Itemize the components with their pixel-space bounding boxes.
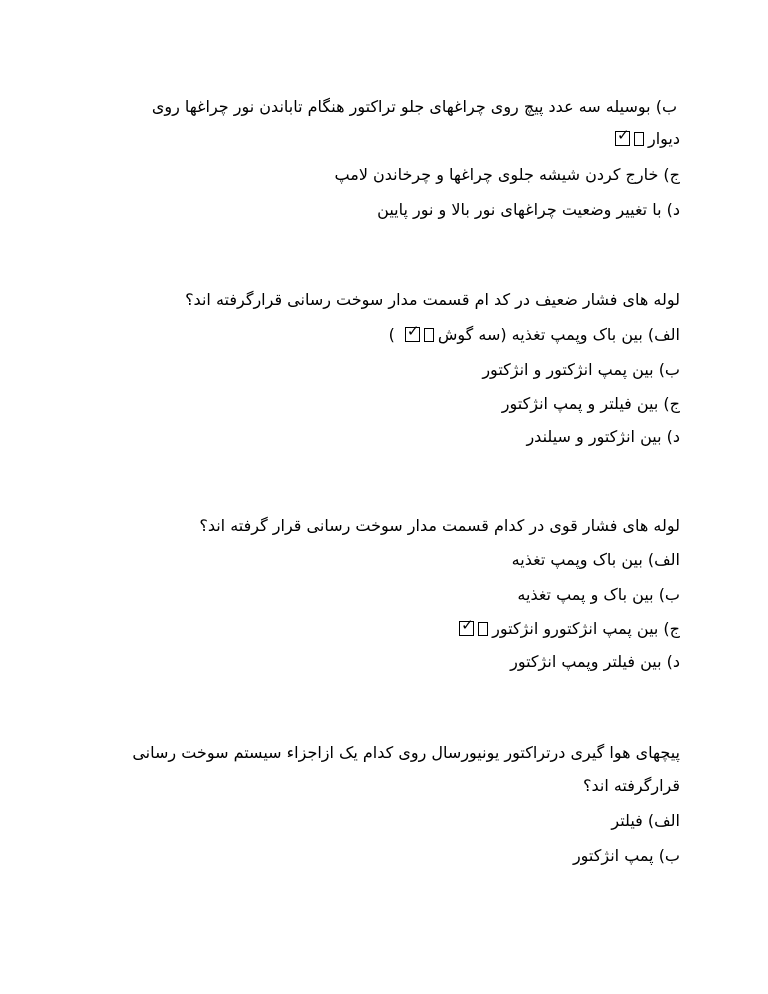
q3-option-d: د) بین فیلتر وپمپ انژکتور — [510, 652, 680, 671]
q4-option-b: ب) پمپ انژکتور — [572, 846, 680, 865]
checkmark-icon: ✓ — [616, 126, 630, 144]
q3-option-b: ب) بین باک و پمپ تغذیه — [517, 585, 680, 604]
q2-option-a-paren: ) — [388, 325, 395, 344]
checked-box-icon — [405, 322, 420, 342]
q2-option-b: ب) بین پمپ انژکتور و انژکتور — [482, 360, 680, 379]
empty-box-icon — [424, 328, 434, 342]
q2-option-c: ج) بین فیلتر و پمپ انژکتور — [501, 394, 680, 413]
q2-option-a-text: الف) بین باک وپمپ تغذیه (سه گوش — [437, 325, 680, 344]
q3-question: لوله های فشار قوی در کدام قسمت مدار سوخت رسانی قرار گرفته اند؟ — [199, 516, 680, 535]
q2-question: لوله های فشار ضعیف در کد ام قسمت مدار سوخت رسانی قرارگرفته اند؟ — [185, 290, 680, 309]
q4-option-a: الف) فیلتر — [611, 811, 680, 830]
q1-option-d: د) با تغییر وضعیت چراغهای نور بالا و نور پایین — [377, 200, 680, 219]
checkmark-icon: ✓ — [461, 616, 474, 634]
q4-question-line2: قرارگرفته اند؟ — [582, 776, 680, 795]
q2-option-d: د) بین انژکتور و سیلندر — [526, 427, 680, 446]
q1-option-b-line2-text: دیوار — [647, 129, 680, 148]
q2-option-a — [389, 324, 680, 346]
checked-box-icon — [459, 616, 474, 636]
checked-box-icon — [615, 126, 630, 146]
empty-box-icon — [478, 622, 488, 636]
checkmark-icon: ✓ — [406, 322, 420, 340]
q1-option-b-line2 — [615, 128, 680, 150]
empty-box-icon — [634, 132, 644, 146]
q3-option-c — [459, 618, 680, 640]
q1-option-c: ج) خارج کردن شیشه جلوی چراغها و چرخاندن لامپ — [334, 165, 680, 184]
q3-option-c-text: ج) بین پمپ انژکتورو انژکتور — [492, 619, 680, 638]
q1-option-b-line1: ب) بوسیله سه عدد پیچ روی چراغهای جلو تراکتور هنگام تاباندن نور چراغها روی — [151, 97, 677, 116]
q4-question-line1: پیچهای هوا گیری درتراکتور یونیورسال روی کدام یک ازاجزاء سیستم سوخت رسانی — [132, 743, 680, 762]
q3-option-a: الف) بین باک وپمپ تغذیه — [511, 550, 680, 569]
